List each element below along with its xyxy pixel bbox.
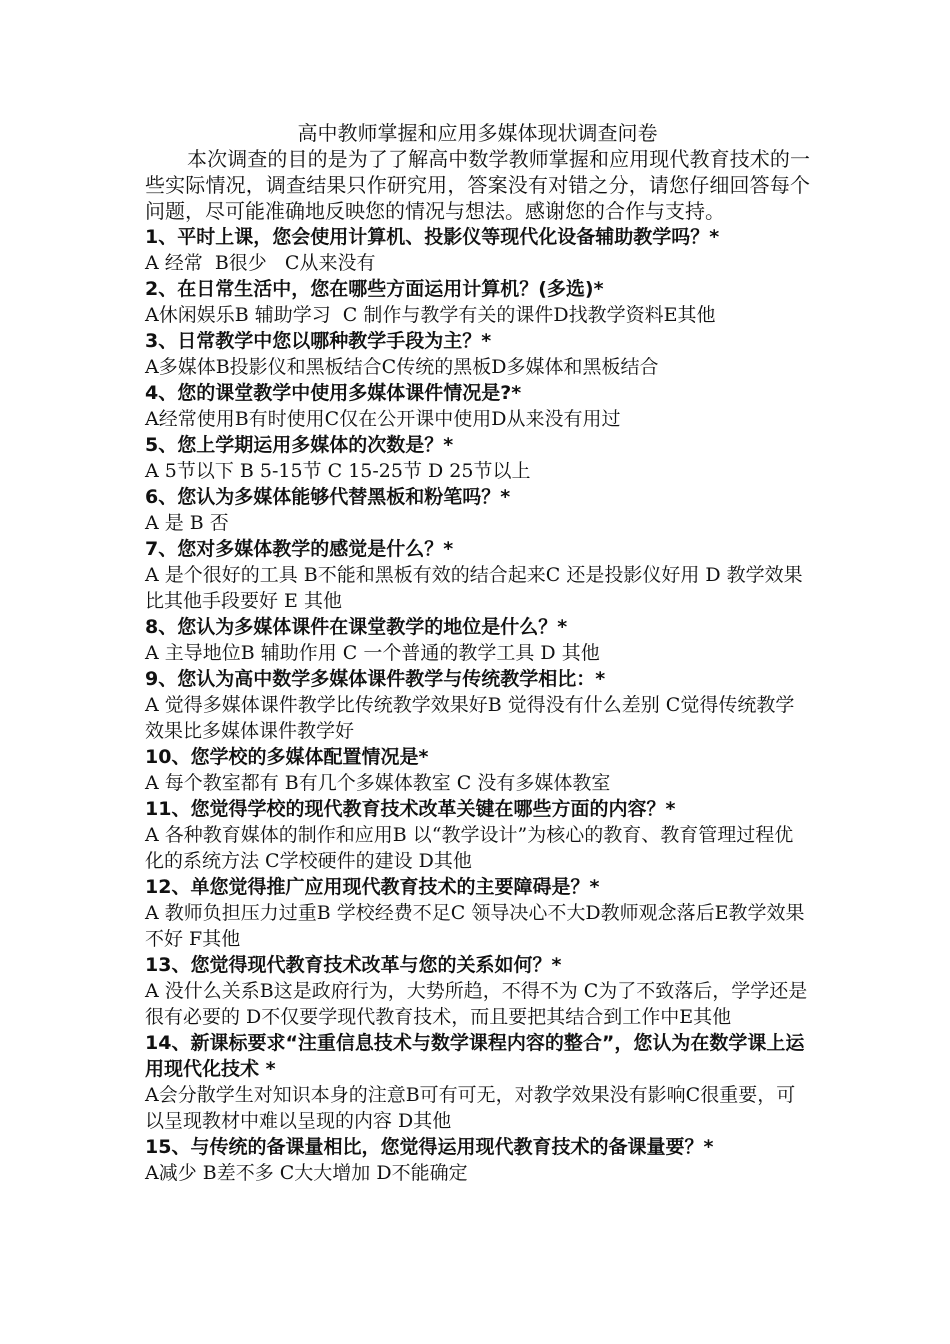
answer-options: A 没什么关系B这是政府行为，大势所趋，不得不为 C为了不致落后，学学还是很有必要的 D不仅要学现代教育技术，而且要把其结合到工作中E其他 xyxy=(145,980,808,1028)
answer-options: A减少 B差不多 C大大增加 D不能确定 xyxy=(145,1162,468,1184)
question-block xyxy=(145,432,810,484)
intro-paragraph: 本次调查的目的是为了了解高中数学教师掌握和应用现代教育技术的一些实际情况，调查结果只作研究用，答案没有对错之分，请您仔细回答每个问题，尽可能准确地反映您的情况与想法。感谢您的合作与支持。 xyxy=(145,147,810,223)
answer-options: A 5节以下 B 5-15节 C 15-25节 D 25节以上 xyxy=(145,460,531,482)
answer-options: A 是 B 否 xyxy=(145,512,229,534)
question-text: 1、平时上课，您会使用计算机、投影仪等现代化设备辅助教学吗？* xyxy=(145,226,720,248)
question-block xyxy=(145,1134,810,1186)
question-block xyxy=(145,484,810,536)
question-block xyxy=(145,276,810,328)
answer-options: A会分散学生对知识本身的注意B可有可无，对教学效果没有影响C很重要，可以呈现教材中难以呈现的内容 D其他 xyxy=(145,1084,796,1132)
question-text: 8、您认为多媒体课件在课堂教学的地位是什么？* xyxy=(145,616,568,638)
question-text: 9、您认为高中数学多媒体课件教学与传统教学相比：* xyxy=(145,668,606,690)
question-text: 6、您认为多媒体能够代替黑板和粉笔吗？* xyxy=(145,486,511,508)
question-block xyxy=(145,380,810,432)
document-title: 高中教师掌握和应用多媒体现状调查问卷 xyxy=(297,121,658,145)
question-block xyxy=(145,666,810,744)
answer-options: A 每个教室都有 B有几个多媒体教室 C 没有多媒体教室 xyxy=(145,772,611,794)
question-text: 5、您上学期运用多媒体的次数是？* xyxy=(145,434,454,456)
answer-options: A多媒体B投影仪和黑板结合C传统的黑板D多媒体和黑板结合 xyxy=(145,356,659,378)
question-block xyxy=(145,224,810,276)
question-text: 10、您学校的多媒体配置情况是* xyxy=(145,746,429,768)
questionnaire-page xyxy=(145,120,810,1186)
question-text: 12、单您觉得推广应用现代教育技术的主要障碍是？* xyxy=(145,876,600,898)
question-text: 14、新课标要求“注重信息技术与数学课程内容的整合”，您认为在数学课上运用现代化技术 * xyxy=(145,1032,805,1080)
question-text: 2、在日常生活中，您在哪些方面运用计算机？(多选)* xyxy=(145,278,604,300)
question-text: 7、您对多媒体教学的感觉是什么？* xyxy=(145,538,454,560)
answer-options: A 主导地位B 辅助作用 C 一个普通的教学工具 D 其他 xyxy=(145,642,600,664)
question-block xyxy=(145,744,810,796)
question-block xyxy=(145,328,810,380)
question-text: 15、与传统的备课量相比，您觉得运用现代教育技术的备课量要？* xyxy=(145,1136,714,1158)
answer-options: A经常使用B有时使用C仅在公开课中使用D从来没有用过 xyxy=(145,408,621,430)
question-text: 13、您觉得现代教育技术改革与您的关系如何？* xyxy=(145,954,562,976)
question-block xyxy=(145,952,810,1030)
question-block xyxy=(145,536,810,614)
question-block xyxy=(145,874,810,952)
question-text: 4、您的课堂教学中使用多媒体课件情况是?* xyxy=(145,382,522,404)
answer-options: A 经常 B很少 C从来没有 xyxy=(145,252,376,274)
question-text: 11、您觉得学校的现代教育技术改革关键在哪些方面的内容？* xyxy=(145,798,676,820)
question-block xyxy=(145,1030,810,1134)
question-text: 3、日常教学中您以哪种教学手段为主？* xyxy=(145,330,492,352)
answer-options: A 觉得多媒体课件教学比传统教学效果好B 觉得没有什么差别 C觉得传统教学效果比多媒体课件教学好 xyxy=(145,694,795,742)
question-block xyxy=(145,796,810,874)
answer-options: A 各种教育媒体的制作和应用B 以“教学设计”为核心的教育、教育管理过程优化的系统方法 C学校硬件的建设 D其他 xyxy=(145,824,794,872)
answer-options: A休闲娱乐B 辅助学习 C 制作与教学有关的课件D找教学资料E其他 xyxy=(145,304,716,326)
answer-options: A 教师负担压力过重B 学校经费不足C 领导决心不大D教师观念落后E教学效果不好 F其他 xyxy=(145,902,805,950)
answer-options: A 是个很好的工具 B不能和黑板有效的结合起来C 还是投影仪好用 D 教学效果比其他手段要好 E 其他 xyxy=(145,564,803,612)
question-block xyxy=(145,614,810,666)
